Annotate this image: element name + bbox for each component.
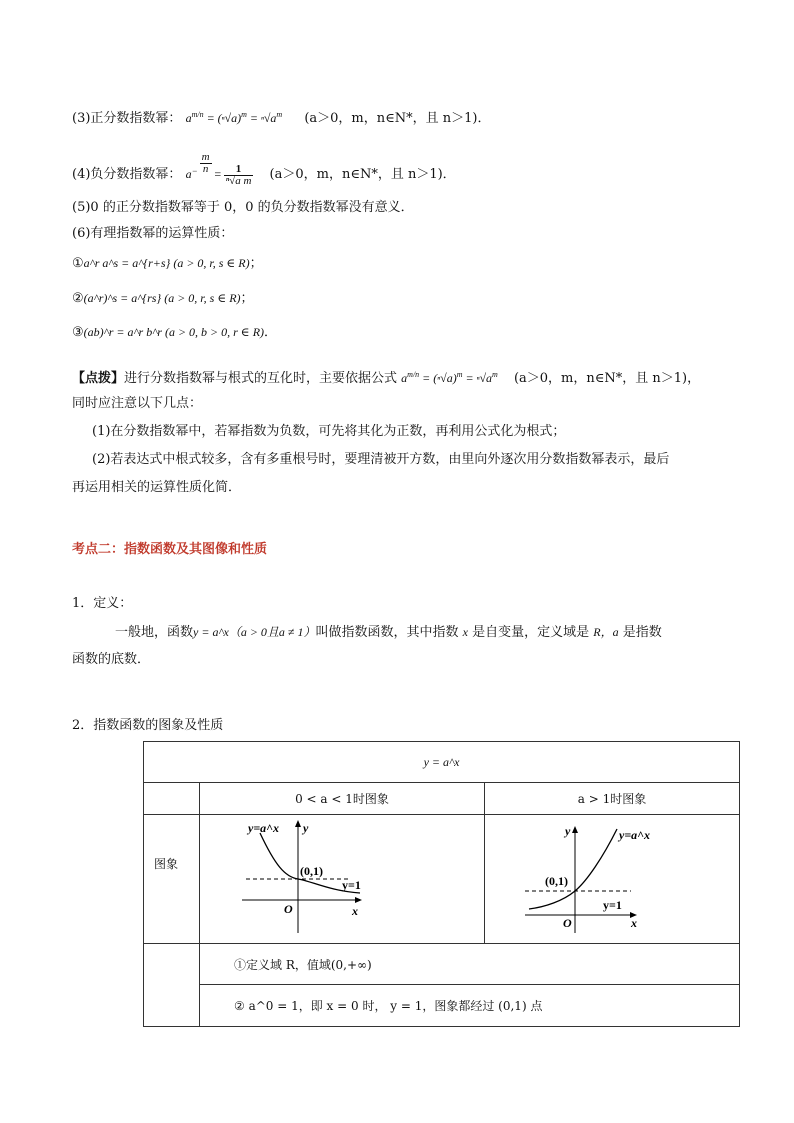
tip-line-1: 【点拨】进行分数指数幂与根式的互化时，主要依据公式 $a^{m/n} = (^n√a)^m = ^n√a^m$ (a＞0，m，n∈N*，且 n＞1)， bbox=[72, 370, 701, 386]
properties-label-cell bbox=[144, 944, 200, 1027]
property-fixed-point: ② a^0 = 1，即 x = 0 时， y = 1，图象都经过 (0,1) 点 bbox=[200, 985, 740, 1027]
table-caption: 2．指数函数的图象及性质 bbox=[72, 718, 224, 733]
origin-label: O bbox=[563, 916, 572, 930]
column-head-decreasing: 0 < a < 1时图象 bbox=[200, 783, 485, 815]
x-axis-label: x bbox=[352, 904, 358, 918]
formula-positive-fractional: $a^{m/n} = (^n√a)^m = ^n√a^m$ bbox=[185, 110, 283, 125]
property-3-formula: (ab)^r = a^r b^r (a > 0, b > 0, r ∈ R) bbox=[83, 325, 265, 339]
item-4-condition: (a＞0，m，n∈N*，且 n＞1)． bbox=[269, 167, 456, 182]
y-axis-arrow bbox=[572, 826, 578, 833]
tip-formula: $a^{m/n} = (^n√a)^m = ^n√a^m$ bbox=[401, 370, 498, 385]
tip-line-2: 同时应注意以下几点： bbox=[72, 396, 203, 411]
definition-line-2: 函数的底数． bbox=[72, 652, 151, 667]
property-domain-range: ①定义域 R，值域(0,+∞) bbox=[200, 944, 740, 985]
curve-label: y=a^x bbox=[248, 821, 280, 835]
item-4-label: (4)负分数指数幂： bbox=[72, 167, 182, 182]
property-1: ①a^r a^s = a^{r+s} (a > 0, r, s ∈ R)； bbox=[72, 256, 263, 271]
row-label-graph: 图象 bbox=[144, 815, 200, 944]
point-label: (0,1) bbox=[545, 874, 568, 888]
property-1-formula: a^r a^s = a^{r+s} (a > 0, r, s ∈ R) bbox=[83, 256, 250, 270]
curve-label: y=a^x bbox=[619, 828, 651, 842]
tip-label: 【点拨】 bbox=[72, 371, 125, 386]
tip-point-2a: (2)若表达式中根式较多，含有多重根号时，要理清被开方数，由里向外逐次用分数指数幂表示，最后 bbox=[92, 452, 670, 467]
corner-cell bbox=[144, 783, 200, 815]
item-3-label: (3)正分数指数幂： bbox=[72, 111, 182, 126]
asymptote-label: y=1 bbox=[603, 898, 622, 912]
tip-condition: (a＞0，m，n∈N*，且 n＞1)， bbox=[513, 371, 701, 386]
point-label: (0,1) bbox=[300, 864, 323, 878]
tip-point-1: (1)在分数指数幂中，若幂指数为负数，可先将其化为正数，再利用公式化为根式； bbox=[92, 424, 566, 439]
definition-condition: （a > 0且a ≠ 1） bbox=[228, 625, 316, 639]
origin-label: O bbox=[284, 902, 293, 916]
x-axis-label: x bbox=[631, 916, 637, 930]
definition-label: 1．定义： bbox=[72, 596, 133, 611]
item-6: (6)有理指数幂的运算性质： bbox=[72, 226, 234, 241]
graph-decreasing bbox=[200, 815, 484, 940]
graph-increasing bbox=[485, 815, 739, 940]
definition-function: y = a^x bbox=[193, 625, 229, 639]
item-5: (5)0 的正分数指数幂等于 0，0 的负分数指数幂没有意义． bbox=[72, 200, 414, 215]
graph-cell-decreasing bbox=[200, 815, 485, 944]
curve-increasing bbox=[529, 829, 617, 909]
tip-point-2b: 再运用相关的运算性质化简． bbox=[72, 480, 242, 495]
graph-cell-increasing bbox=[485, 815, 740, 944]
item-4 bbox=[72, 152, 456, 187]
definition-line-1: 一般地，函数y = a^x（a > 0且a ≠ 1）叫做指数函数，其中指数 x 是自变量，定义域是 R，a 是指数 bbox=[115, 625, 662, 640]
y-axis-arrow bbox=[295, 820, 301, 827]
property-2-formula: (a^r)^s = a^{rs} (a > 0, r, s ∈ R) bbox=[83, 291, 241, 305]
formula-negative-fractional: a− $\frac{m}{n}$ = $\frac{1}{\text{ⁿ√a m}}$ bbox=[185, 151, 252, 187]
x-axis-arrow bbox=[355, 897, 362, 903]
item-3-condition: (a＞0，m，n∈N*，且 n＞1)． bbox=[304, 111, 491, 126]
section-heading: 考点二：指数函数及其图像和性质 bbox=[72, 542, 268, 557]
table-header: y = a^x bbox=[144, 742, 740, 783]
item-3 bbox=[72, 106, 490, 128]
property-2: ②(a^r)^s = a^{rs} (a > 0, r, s ∈ R)； bbox=[72, 291, 254, 306]
properties-table bbox=[143, 741, 740, 1027]
y-axis-label: y bbox=[303, 821, 309, 835]
property-3: ③(ab)^r = a^r b^r (a > 0, b > 0, r ∈ R)． bbox=[72, 325, 278, 340]
column-head-increasing: a > 1时图象 bbox=[485, 783, 740, 815]
y-axis-label: y bbox=[565, 824, 571, 838]
asymptote-label: y=1 bbox=[342, 878, 361, 892]
